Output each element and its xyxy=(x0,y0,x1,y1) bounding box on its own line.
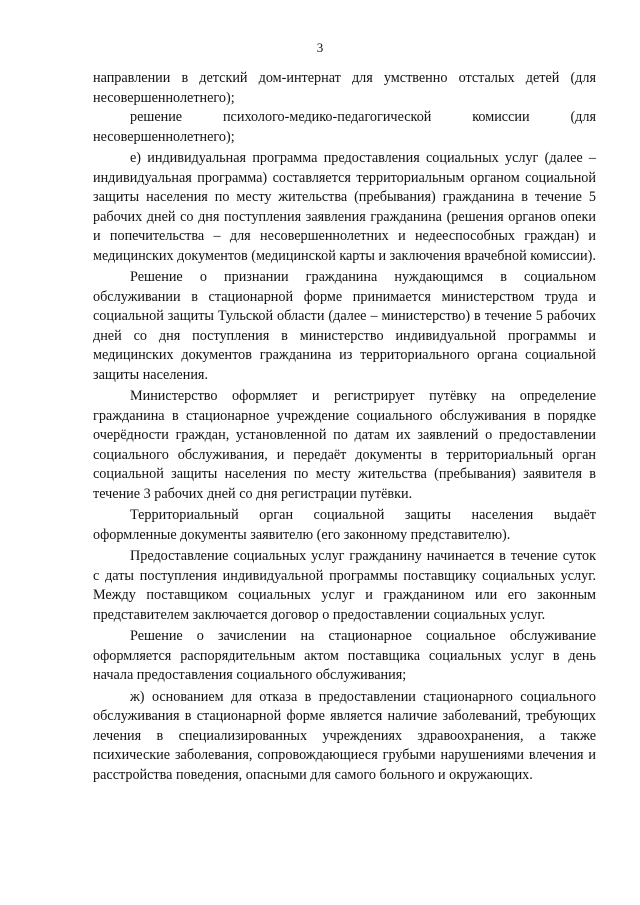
page-number: 3 xyxy=(316,40,324,55)
paragraph-2: решение психолого-медико-педагогической комиссии (для несовершеннолетнего); xyxy=(93,109,596,145)
paragraph-7: Предоставление социальных услуг гражданину начинается в течение суток с даты поступления индивидуальной программы поставщику социальных услуг. Между поставщиком социальных услуг и гражданином или его законным представителем заключается договор о предоставлении социальных услуг. xyxy=(93,548,596,623)
paragraph-3: е) индивидуальная программа предоставления социальных услуг (далее – индивидуальная программа) составляется территориальным органом социальной защиты населения по месту жительства (пребывания) гражданина в течение 5 рабочих дней со дня поступления заявления гражданина (решения органов опеки и попечительства – для несовершеннолетних и недееспособных граждан) и медицинских документов (медицинской карты и заключения врачебной комиссии). xyxy=(93,150,596,264)
paragraph-9: ж) основанием для отказа в предоставлении стационарного социального обслуживания в стационарной форме является наличие заболеваний, требующих лечения в специализированных учреждениях здравоохранения, а также психические заболевания, сопровождающиеся грубыми нарушениями влечения и расстройства поведения, опасными для самого больного и окружающих. xyxy=(93,688,596,783)
paragraph-1: направлении в детский дом-интернат для умственно отсталых детей (для несовершеннолетнего); xyxy=(93,70,596,106)
document-body xyxy=(93,69,596,785)
paragraph-5: Министерство оформляет и регистрирует путёвку на определение гражданина в стационарное учреждение социального обслуживания в порядке очерёдности граждан, установленной по датам их заявлений о предоставлении социального обслуживания, и передаёт документы в территориальный орган социальной защиты населения по месту жительства (пребывания) заявителя в течение 3 рабочих дней со дня регистрации путёвки. xyxy=(93,388,596,502)
paragraph-6: Территориальный орган социальной защиты населения выдаёт оформленные документы заявителю (его законному представителю). xyxy=(93,507,596,543)
paragraph-4: Решение о признании гражданина нуждающимся в социальном обслуживании в стационарной форме принимается министерством труда и социальной защиты Тульской области (далее – министерство) в течение 5 рабочих дней со дня поступления в министерство индивидуальной программы и медицинских документов гражданина из территориального органа социальной защиты населения. xyxy=(93,269,596,383)
paragraph-8: Решение о зачислении на стационарное социальное обслуживание оформляется распорядительным актом поставщика социальных услуг в день начала предоставления социального обслуживания; xyxy=(93,628,596,683)
